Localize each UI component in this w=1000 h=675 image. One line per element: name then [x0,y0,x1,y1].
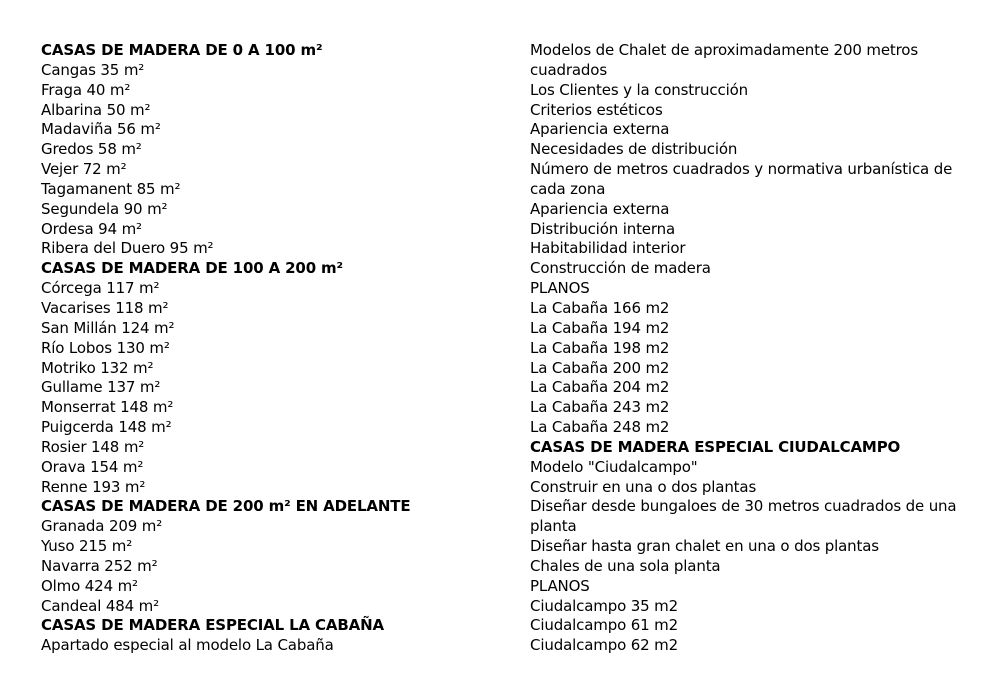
list-item: Cangas 35 m² [41,60,145,79]
list-item: Córcega 117 m² [41,279,160,298]
list-item: Modelo "Ciudalcampo" [530,457,698,476]
list-item: Rosier 148 m² [41,437,145,456]
list-item: La Cabaña 166 m2 [530,298,670,317]
list-item: Río Lobos 130 m² [41,338,170,357]
list-item: San Millán 124 m² [41,318,175,337]
list-item: Diseñar desde bungaloes de 30 metros cuadrados de una planta [530,497,957,536]
list-item: Los Clientes y la construcción [530,80,749,99]
list-item: Diseñar hasta gran chalet en una o dos plantas [530,537,879,556]
section-heading: CASAS DE MADERA DE 100 A 200 m² [41,259,343,278]
list-item: Madaviña 56 m² [41,120,161,139]
list-item: Puigcerda 148 m² [41,418,172,437]
list-item: La Cabaña 194 m2 [530,318,670,337]
list-item: Construcción de madera [530,259,711,278]
section-heading: CASAS DE MADERA DE 0 A 100 m² [41,41,323,59]
list-item: La Cabaña 248 m2 [530,418,670,437]
list-item: Gullame 137 m² [41,378,161,397]
list-item: Necesidades de distribución [530,140,738,159]
list-item: Granada 209 m² [41,517,163,536]
list-item: Apariencia externa [530,199,670,218]
list-item: La Cabaña 200 m2 [530,358,670,377]
list-item: Distribución interna [530,219,676,238]
list-item: Candeal 484 m² [41,596,159,615]
list-item: Vacarises 118 m² [41,298,169,317]
list-item: La Cabaña 204 m2 [530,378,670,397]
list-item: Tagamanent 85 m² [41,179,181,198]
list-item: Ciudalcampo 35 m2 [530,596,679,615]
list-item: Modelos de Chalet de aproximadamente 200 metros cuadrados [530,41,919,79]
list-item: La Cabaña 198 m2 [530,338,670,357]
list-item: PLANOS [530,279,590,298]
left-column [41,41,481,656]
list-item: Olmo 424 m² [41,576,138,595]
list-item: La Cabaña 243 m2 [530,398,670,417]
list-item: Ribera del Duero 95 m² [41,239,214,258]
right-column [530,41,975,656]
list-item: Chales de una sola planta [530,556,721,575]
list-item: Ciudalcampo 61 m2 [530,616,679,635]
list-item: Vejer 72 m² [41,160,127,179]
list-item: Orava 154 m² [41,457,144,476]
list-item: Construir en una o dos plantas [530,477,757,496]
list-item: Segundela 90 m² [41,199,168,218]
section-heading: CASAS DE MADERA ESPECIAL LA CABAÑA [41,616,384,635]
list-item: Yuso 215 m² [41,537,133,556]
section-heading: CASAS DE MADERA DE 200 m² EN ADELANTE [41,497,411,516]
list-item: Número de metros cuadrados y normativa urbanística de cada zona [530,160,953,198]
list-item: Gredos 58 m² [41,140,142,159]
list-item: Renne 193 m² [41,477,146,496]
list-item: Ciudalcampo 62 m2 [530,636,679,655]
list-item: Albarina 50 m² [41,100,151,119]
list-item: Apariencia externa [530,120,670,139]
list-item: Ordesa 94 m² [41,219,142,238]
list-item: Criterios estéticos [530,100,663,119]
list-item: PLANOS [530,576,590,595]
list-item: Motriko 132 m² [41,358,154,377]
section-heading: CASAS DE MADERA ESPECIAL CIUDALCAMPO [530,437,901,456]
list-item: Navarra 252 m² [41,556,158,575]
list-item: Monserrat 148 m² [41,398,174,417]
list-item: Fraga 40 m² [41,80,131,99]
list-item: Apartado especial al modelo La Cabaña [41,636,334,655]
list-item: Habitabilidad interior [530,239,686,258]
